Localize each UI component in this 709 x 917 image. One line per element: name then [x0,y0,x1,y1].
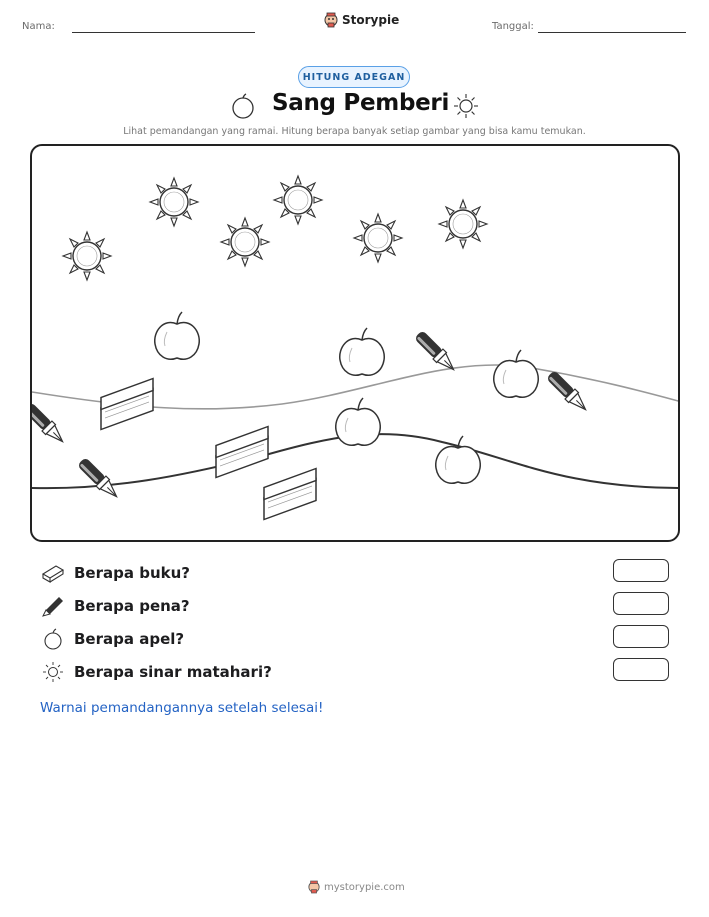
pen-icon [40,595,66,617]
question-text: Berapa apel? [74,630,185,648]
question-text: Berapa buku? [74,564,190,582]
question-apples [40,628,184,650]
site-url[interactable]: mystorypie.com [324,881,405,893]
activity-badge: HITUNG ADEGAN [298,66,410,88]
brand-logo [324,12,399,28]
storypie-mascot-icon [324,12,338,28]
page-title: Sang Pemberi [272,90,450,116]
date-label: Tanggal: [492,21,534,32]
sun-icon [452,92,480,120]
answer-box-apples[interactable] [613,625,669,648]
question-text: Berapa sinar matahari? [74,663,272,681]
coloring-instruction: Warnai pemandangannya setelah selesai! [40,700,324,716]
question-pens [40,595,190,617]
apple-icon [229,92,257,120]
name-label: Nama: [22,21,55,32]
answer-box-suns[interactable] [613,658,669,681]
question-books [40,562,190,584]
instructions: Lihat pemandangan yang ramai. Hitung berapa banyak setiap gambar yang bisa kamu temukan. [123,126,586,137]
answer-box-books[interactable] [613,559,669,582]
date-line[interactable] [538,32,686,33]
scene-drawing [32,146,680,542]
apple-icon [40,628,66,650]
name-line[interactable] [72,32,255,33]
storypie-mascot-icon [308,880,320,894]
brand-name: Storypie [342,13,400,27]
sun-icon [40,661,66,683]
question-text: Berapa pena? [74,597,190,615]
answer-box-pens[interactable] [613,592,669,615]
counting-scene[interactable] [30,144,680,542]
site-footer [308,880,405,894]
question-suns [40,661,272,683]
book-icon [40,562,66,584]
